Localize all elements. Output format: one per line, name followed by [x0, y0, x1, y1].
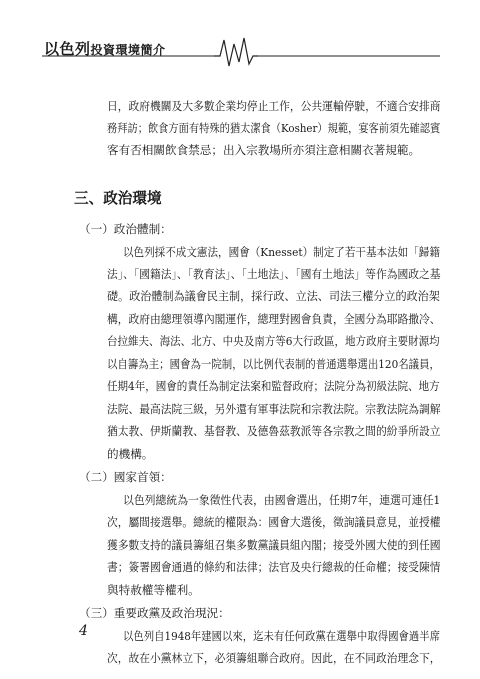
body-line: 礎。政治體制為議會民主制，採行政、立法、司法三權分立的政治架: [107, 289, 440, 303]
body-line: 與特赦權等權利。: [107, 583, 200, 597]
body-line: 以色列總統為一象徵性代表，由國會選出，任期7年，連選可連任1: [123, 493, 441, 507]
body-line: 猶太教、伊斯蘭教、基督教、及德魯茲教派等各宗教之間的紛爭所設立: [107, 424, 441, 438]
body-line: 書；簽署國會通過的條約和法律；法官及央行總裁的任命權；接受陳情: [107, 560, 441, 574]
body-line: 以色列自1948年建國以來，迄未有任何政黨在選舉中取得國會過半席: [123, 629, 440, 643]
intro-line: 日，政府機關及大多數企業均停止工作，公共運輸停駛，不適合安排商: [107, 99, 441, 113]
subsection-heading: （一）政治體制：: [79, 222, 172, 236]
body-line: 獲多數支持的議員籌組召集多數黨議員組內閣；接受外國大使的到任國: [107, 538, 441, 552]
body-line: 構，政府由總理領導內閣運作，總理對國會負責，全國分為耶路撒冷、: [107, 312, 441, 326]
body-line: 的機構。: [107, 447, 154, 461]
header-title-sub: 投資環境簡介: [90, 43, 166, 57]
body-line: 任期4年，國會的責任為制定法案和監督政府；法院分為初級法院、地方: [107, 379, 440, 393]
section-heading: 三、政治環境: [74, 190, 162, 207]
body-line: 以色列採不成文憲法，國會（Knesset）制定了若干基本法如「歸籍: [123, 245, 440, 259]
body-line: 次，屬間接選舉。總統的權限為：國會大選後，徵詢議員意見，並授權: [107, 515, 441, 529]
body-line: 次，故在小黨林立下，必須籌組聯合政府。因此，在不同政治理念下，: [107, 651, 441, 665]
intro-line: 客有否相關飲食禁忌；出入宗教場所亦須注意相關衣著規範。: [107, 143, 421, 157]
body-line: 法」、「國籍法」、「教育法」、「土地法」、「國有土地法」等作為國政之基: [107, 267, 441, 281]
subsection-heading: （二）國家首領：: [79, 470, 172, 484]
page-number: 4: [79, 623, 88, 639]
body-line: 以自籌為主；國會為一院制，以比例代表制的普通選舉選出120名議員，: [107, 357, 440, 371]
body-line: 台拉維夫、海法、北方、中央及南方等6大行政區，地方政府主要財源均: [107, 334, 440, 348]
body-line: 法院、最高法院三級，另外還有軍事法院和宗教法院。宗教法院為調解: [107, 402, 441, 416]
header-title-main: 以色列: [44, 40, 91, 58]
subsection-heading: （三）重要政黨及政治現況：: [79, 606, 230, 620]
intro-line: 務拜訪；飲食方面有特殊的猶太潔食（Kosher）規範，宴客前須先確認賓: [107, 121, 441, 135]
